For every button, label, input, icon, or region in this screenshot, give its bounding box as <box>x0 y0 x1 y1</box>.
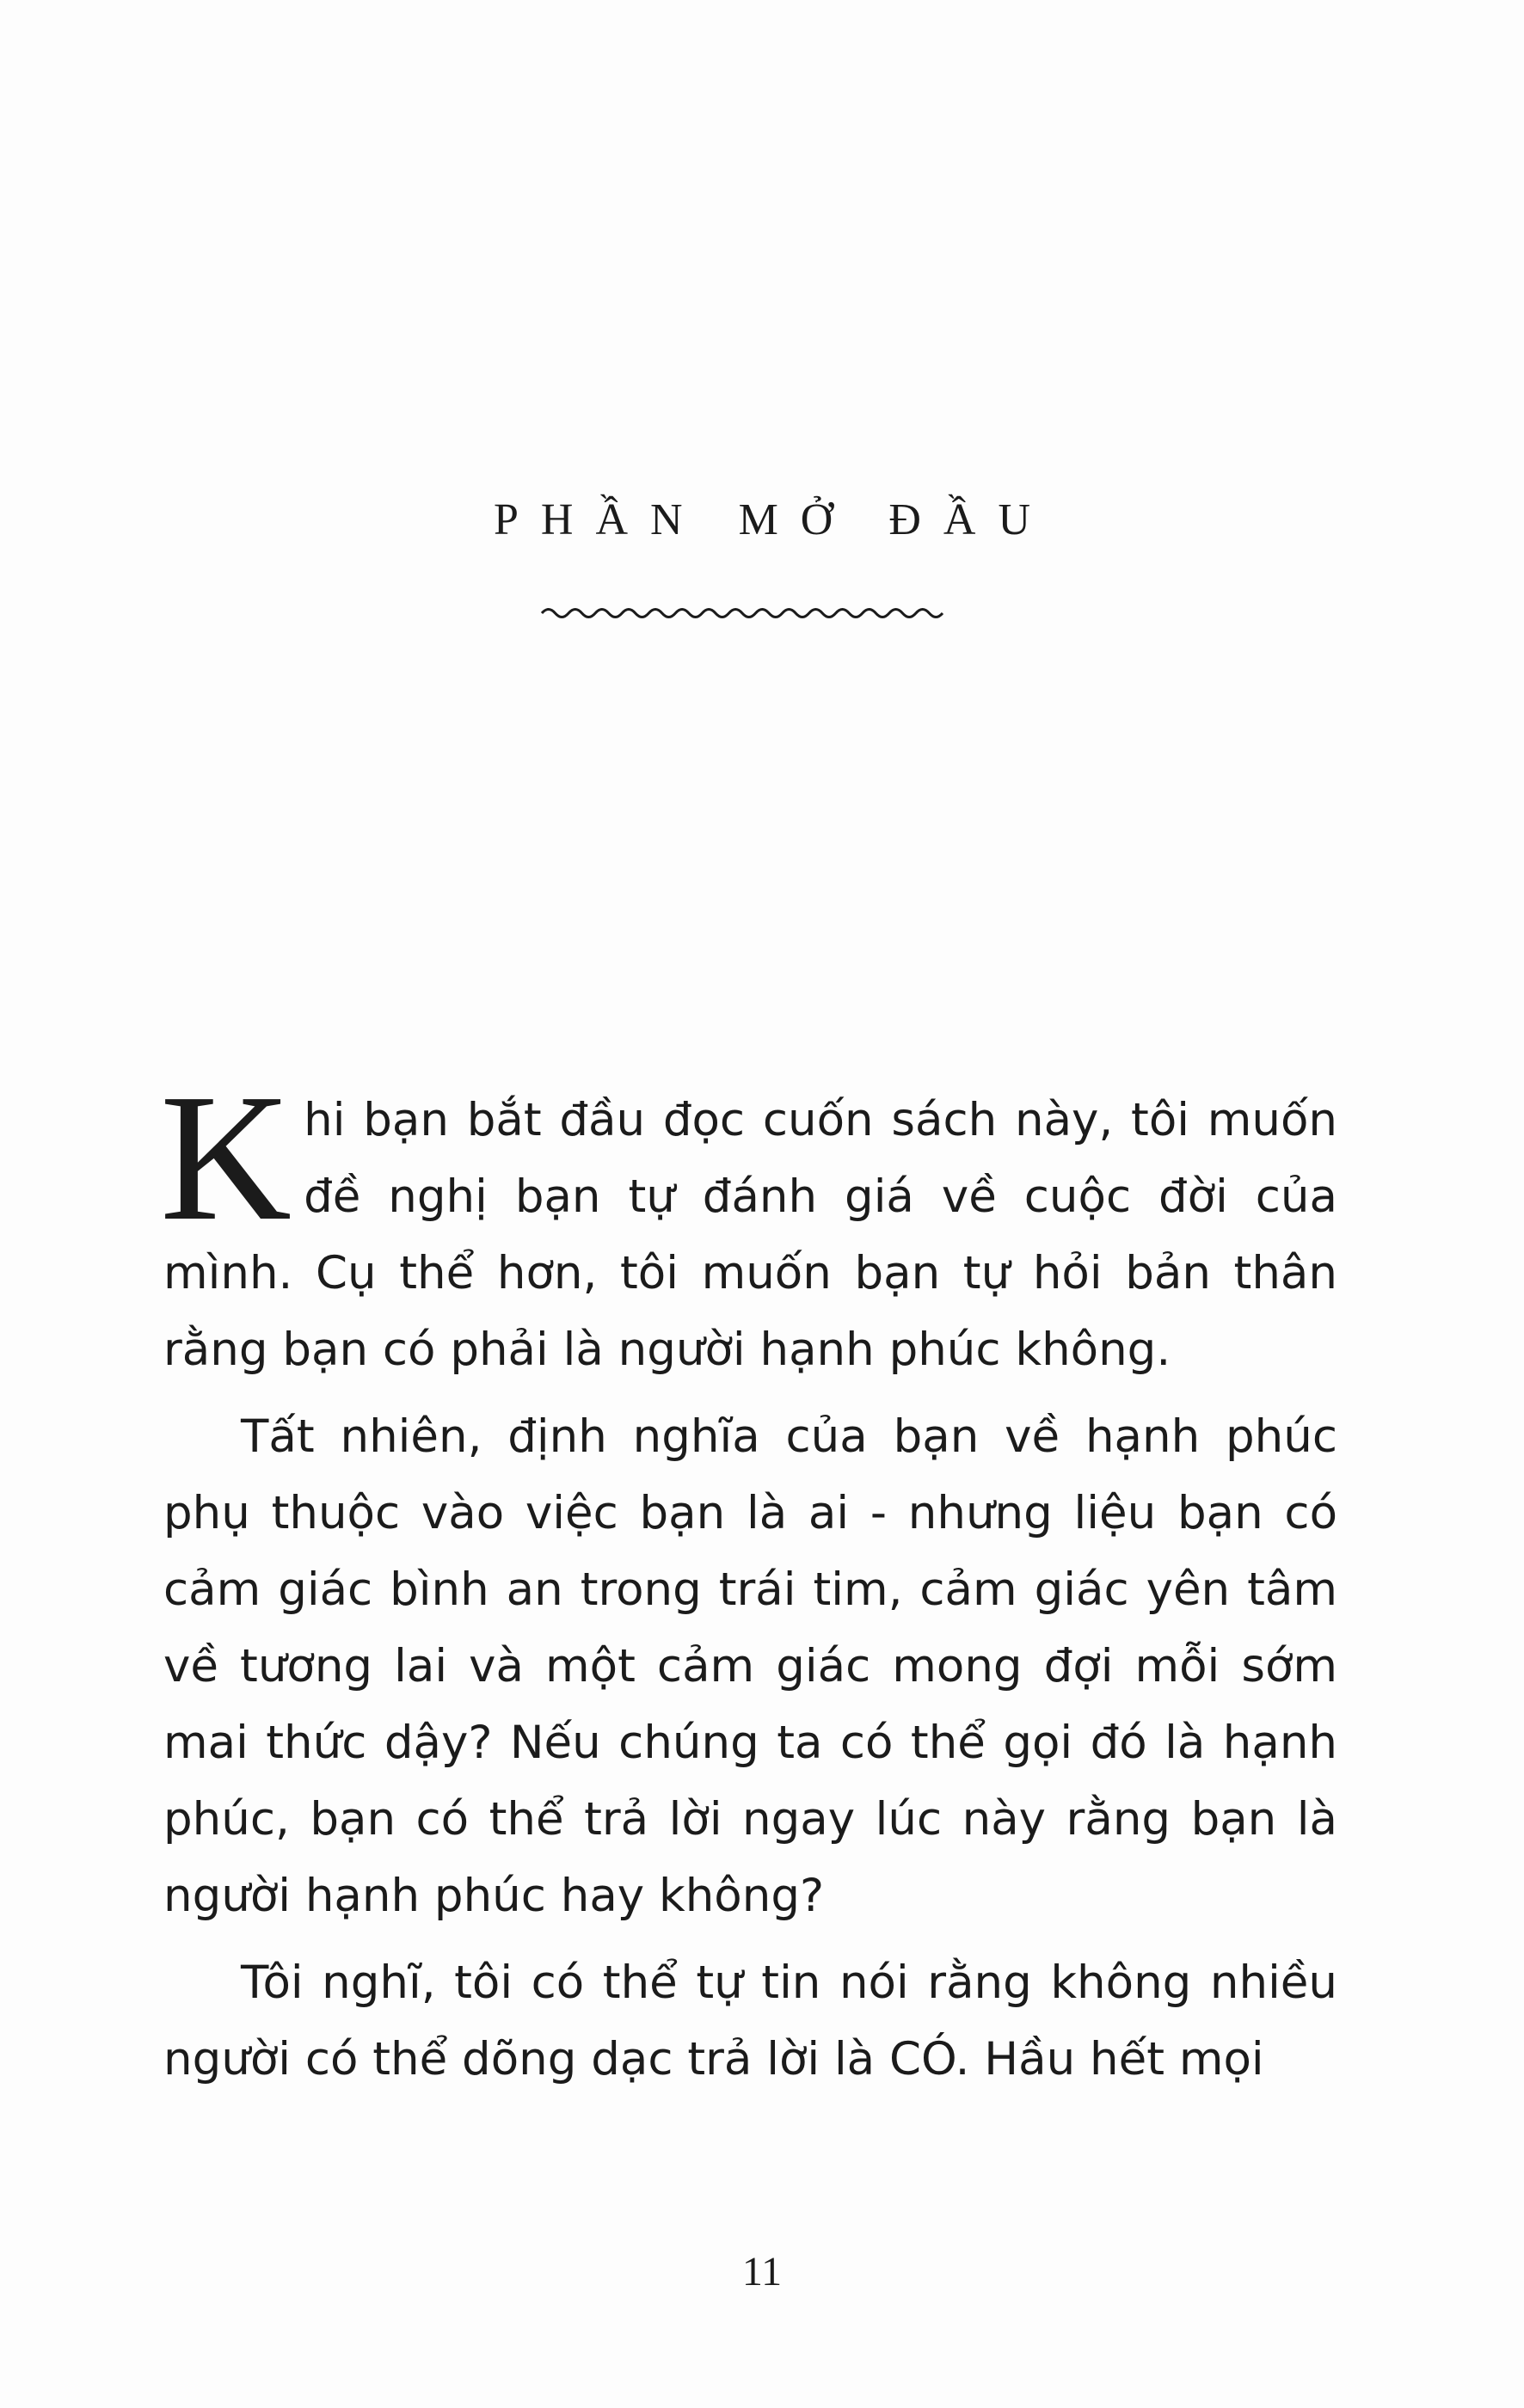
wavy-divider <box>540 602 944 624</box>
paragraph-2: Tất nhiên, định nghĩa của bạn về hạnh phúc phụ thuộc vào việc bạn là ai - nhưng liệu bạn có cảm giác bình an trong trái tim, cảm giác yên tâm về tương lai và một cảm giác mong đợi mỗi sớm mai thức dậy? Nếu chúng ta có thể gọi đó là hạnh phúc, bạn có thể trả lời ngay lúc này rằng bạn là người hạnh phúc hay không? <box>163 1410 1337 1922</box>
paragraph-1 <box>160 1056 1337 1388</box>
page-number: 11 <box>741 2249 783 2294</box>
paragraph-3: Tôi nghĩ, tôi có thể tự tin nói rằng không nhiều người có thể dõng dạc trả lời là CÓ. Hầu hết mọi <box>163 1956 1337 2086</box>
drop-cap: K <box>160 1056 292 1258</box>
body-text <box>160 1056 1337 2108</box>
paragraph-1-text: hi bạn bắt đầu đọc cuốn sách này, tôi muốn đề nghị bạn tự đánh giá về cuộc đời của mình. Cụ thể hơn, tôi muốn bạn tự hỏi bản thân rằng bạn có phải là người hạnh phúc không. <box>163 1094 1337 1376</box>
chapter-title: PHẦN MỞ ĐẦU <box>493 495 1054 544</box>
